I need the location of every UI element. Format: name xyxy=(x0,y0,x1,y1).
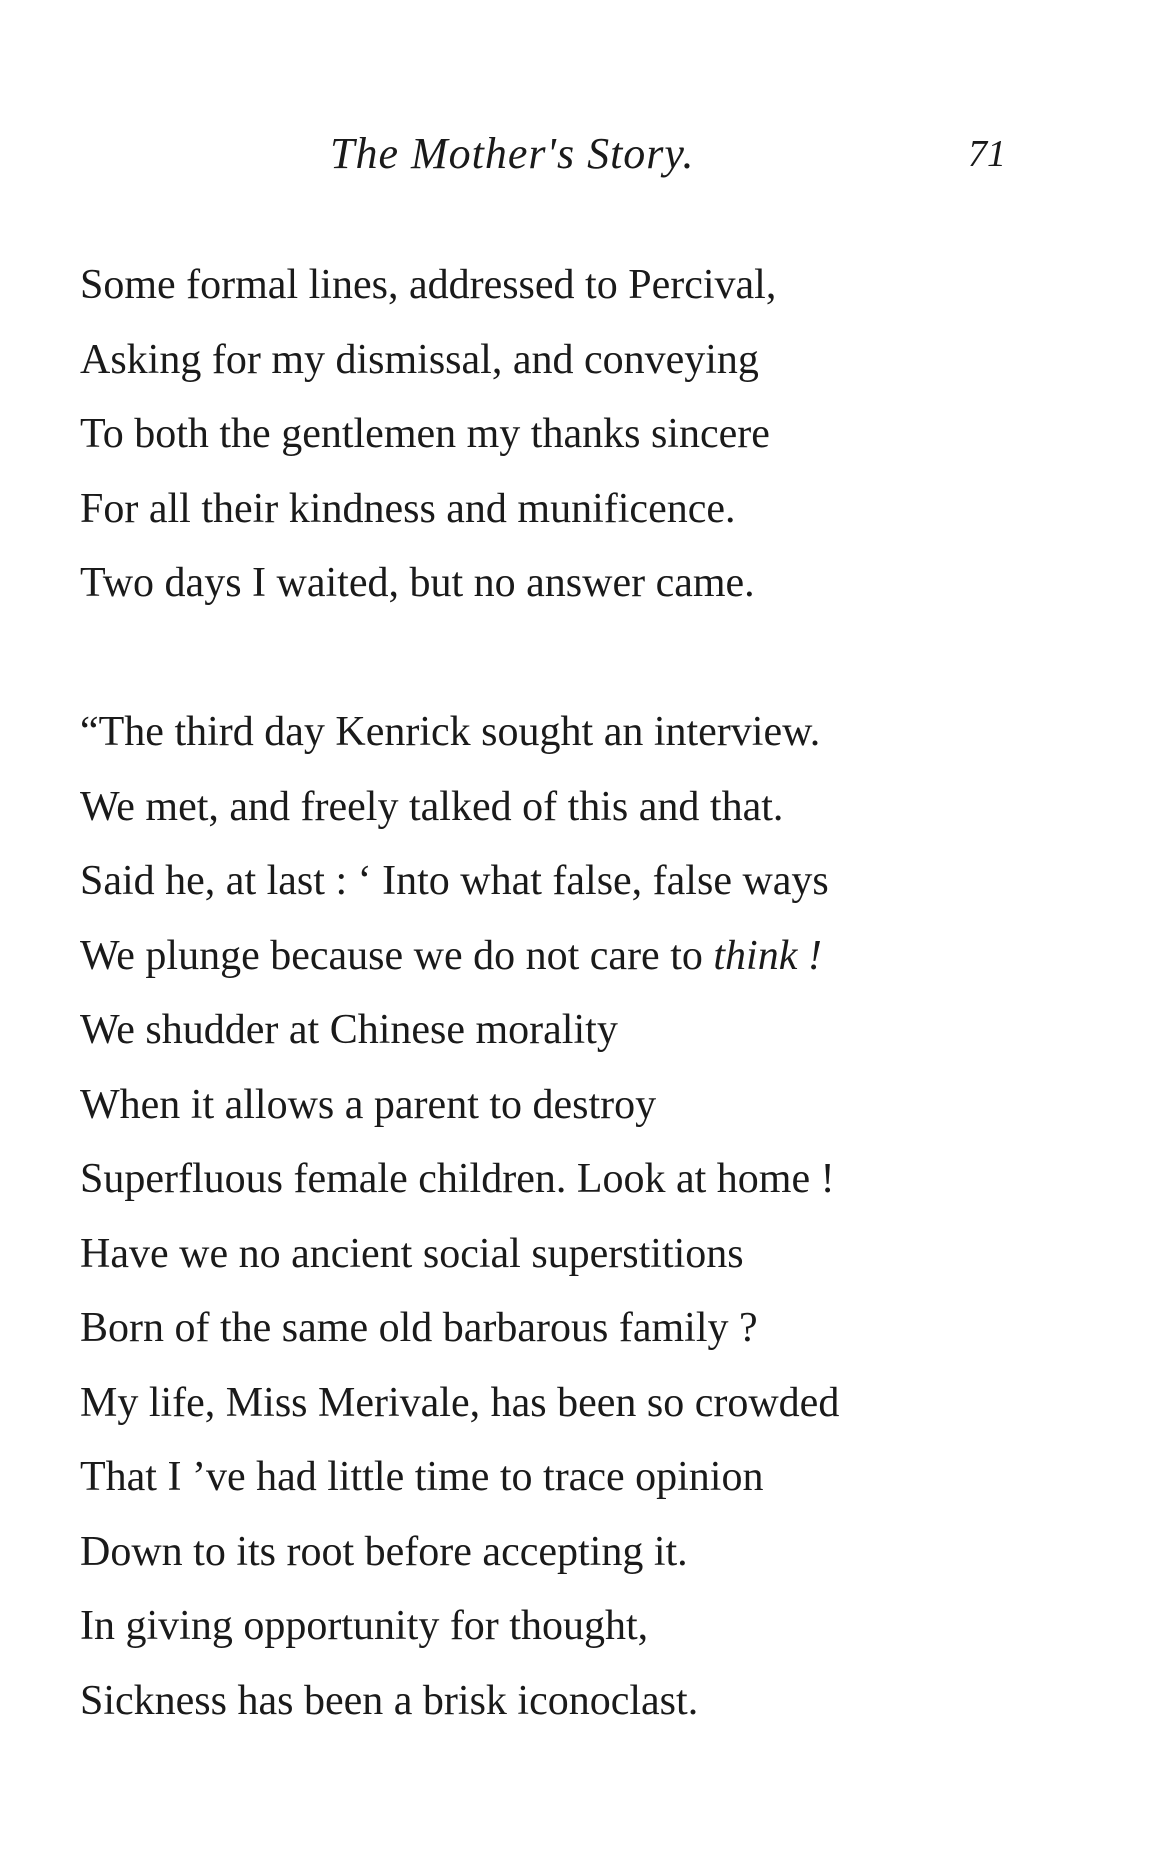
verse-line: Said he, at last : ‘ Into what false, false ways xyxy=(80,858,829,904)
verse-line: Asking for my dismissal, and conveying xyxy=(80,336,759,383)
stanza-2 xyxy=(80,695,1080,1738)
verse-line: In giving opportunity for thought, xyxy=(80,1603,649,1649)
verse-line: Down to its root before accepting it. xyxy=(80,1528,688,1575)
page-number: 71 xyxy=(968,133,1006,175)
stanza-1 xyxy=(80,248,1080,621)
verse-line xyxy=(80,919,1080,994)
verse-line: Born of the same old barbarous family ? xyxy=(80,1305,758,1351)
verse-line: Sickness has been a brisk iconoclast. xyxy=(80,1677,699,1724)
verse-line: “The third day Kenrick sought an interview. xyxy=(80,709,821,755)
verse-line-text: We plunge because we do not care to xyxy=(80,932,714,979)
running-head xyxy=(0,128,1158,188)
verse-line: Two days I waited, but no answer came. xyxy=(80,560,755,606)
verse-line: We shudder at Chinese morality xyxy=(80,1007,618,1053)
verse-line: To both the gentlemen my thanks sincere xyxy=(80,411,770,457)
verse-line: We met, and freely talked of this and that. xyxy=(80,783,784,830)
verse-line: Have we no ancient social superstitions xyxy=(80,1230,744,1277)
verse-line: That I ’ve had little time to trace opinion xyxy=(80,1454,764,1500)
italic-emphasis: think ! xyxy=(713,932,822,979)
verse-line: For all their kindness and munificence. xyxy=(80,485,736,532)
verse-line: Some formal lines, addressed to Percival, xyxy=(80,262,777,308)
verse-line: When it allows a parent to destroy xyxy=(80,1081,657,1128)
verse-line: My life, Miss Merivale, has been so crowded xyxy=(80,1379,840,1426)
running-title: The Mother's Story. xyxy=(330,129,695,178)
verse-line: Superfluous female children. Look at home ! xyxy=(80,1156,835,1202)
